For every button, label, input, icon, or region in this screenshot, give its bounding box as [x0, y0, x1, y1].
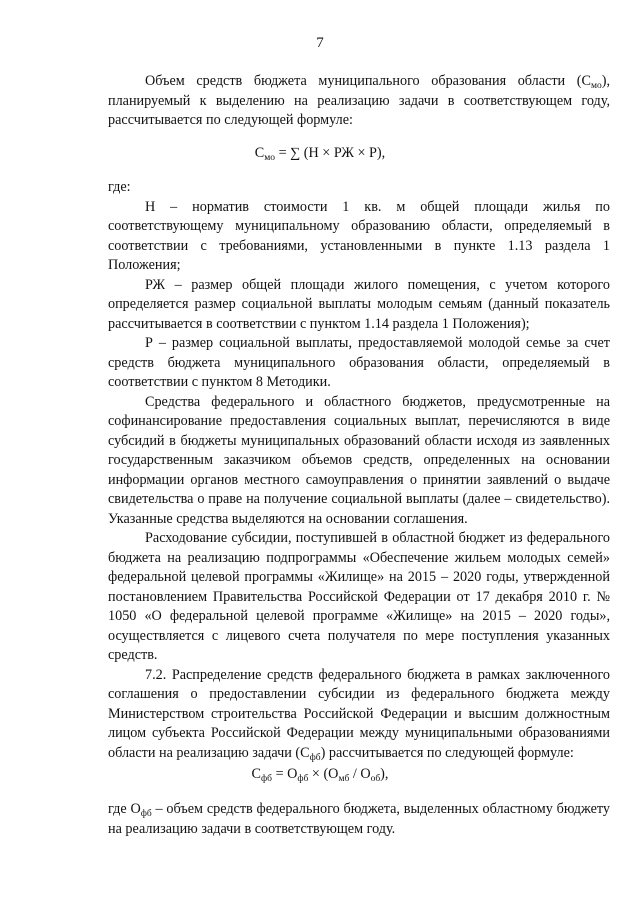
formula-symbol: С: [251, 766, 262, 782]
intro-paragraph: [108, 72, 610, 131]
formula-c-mo: [0, 145, 640, 162]
formula-symbol: С: [254, 145, 265, 161]
section-7-2-paragraph: [108, 666, 610, 764]
funds-paragraph: Средства федерального и областного бюджетов, предусмотренные на софинансирование предоставления социальных выплат, перечисляются в виде субсидий в бюджеты муниципальных образований области исходя из заявленных государственным заказчиком объемов средств, определенных на основании информации органов местного самоуправления о принятии заявлений о выдаче свидетельства о праве на получение социальной выплаты (далее – свидетельство). Указанные средства выделяются на основании соглашения.: [108, 393, 610, 527]
where-o-paragraph: [108, 800, 610, 839]
section-7-2-text: 7.2. Распределение средств федерального бюджета в рамках заключенного соглашения о предоставлении субсидии из федерального бюджета между Министерством строительства Российской Федерации и высшим должностным лицом субъекта Российской Федерации между муниципальными образованиями области на реализацию задачи (С: [108, 666, 610, 761]
definitions-block: [108, 178, 610, 763]
definition-rzh: РЖ – размер общей площади жилого помещения, с учетом которого определяется размер социальной выплаты молодым семьям (данный показатель рассчитывается в соответствии с пунктом 1.14 раздела 1 Положения);: [108, 276, 610, 332]
formula-part: = О: [272, 766, 298, 782]
intro-text-part: Объем средств бюджета муниципального образования области (С: [145, 73, 591, 89]
intro-text-part: ), планируемый к выделению на реализацию задачи в соответствующем году, рассчитывается по следующей формуле:: [108, 73, 610, 128]
spending-paragraph: Расходование субсидии, поступившей в областной бюджет из федерального бюджета на реализацию подпрограммы «Обеспечение жильем молодых семей» федеральной целевой программы «Жилище» на 2015 – 2020 годы, утвержденной постановлением Правительства Российской Федерации от 17 декабря 2010 г. № 1050 «О федеральной целевой программе «Жилище» на 2015 – 2020 годы», осуществляется с лицевого счета получателя по мере поступления указанных средств.: [108, 530, 610, 663]
formula-subscript: об: [370, 774, 381, 784]
where-o-subscript: фб: [140, 809, 152, 819]
section-7-2-text: ) рассчитывается по следующей формуле:: [320, 744, 574, 761]
formula-subscript: мб: [338, 774, 350, 784]
intro-subscript: мо: [590, 81, 602, 91]
intro-text: [108, 72, 610, 131]
formula-subscript: фб: [297, 774, 309, 784]
where-label: где:: [108, 179, 131, 195]
formula-subscript: мо: [264, 153, 276, 163]
formula-subscript: фб: [261, 774, 273, 784]
definition-h: Н – норматив стоимости 1 кв. м общей площади жилья по соответствующему муниципальному образованию области, определяемый в соответствии с требованиями, установленными в пункте 1.13 раздела 1 Положения;: [108, 198, 610, 273]
page-number: 7: [316, 35, 324, 51]
where-o-block: [108, 800, 610, 839]
definition-r: Р – размер социальной выплаты, предоставляемой молодой семье за счет средств бюджета муниципального образования области, определяемый в соответствии с пунктом 8 Методики.: [108, 335, 610, 390]
formula-part: × (О: [308, 766, 339, 782]
formula-part: ),: [380, 766, 389, 782]
formula-rhs: = ∑ (Н × РЖ × Р),: [275, 145, 386, 161]
section-7-2-subscript: фб: [309, 752, 321, 763]
formula-c-fb: [0, 766, 640, 783]
where-o-text: – объем средств федерального бюджета, выделенных областному бюджету на реализацию задачи в соответствующем году.: [108, 801, 611, 837]
where-o-text: где О: [108, 801, 141, 817]
formula-part: / О: [349, 766, 371, 782]
